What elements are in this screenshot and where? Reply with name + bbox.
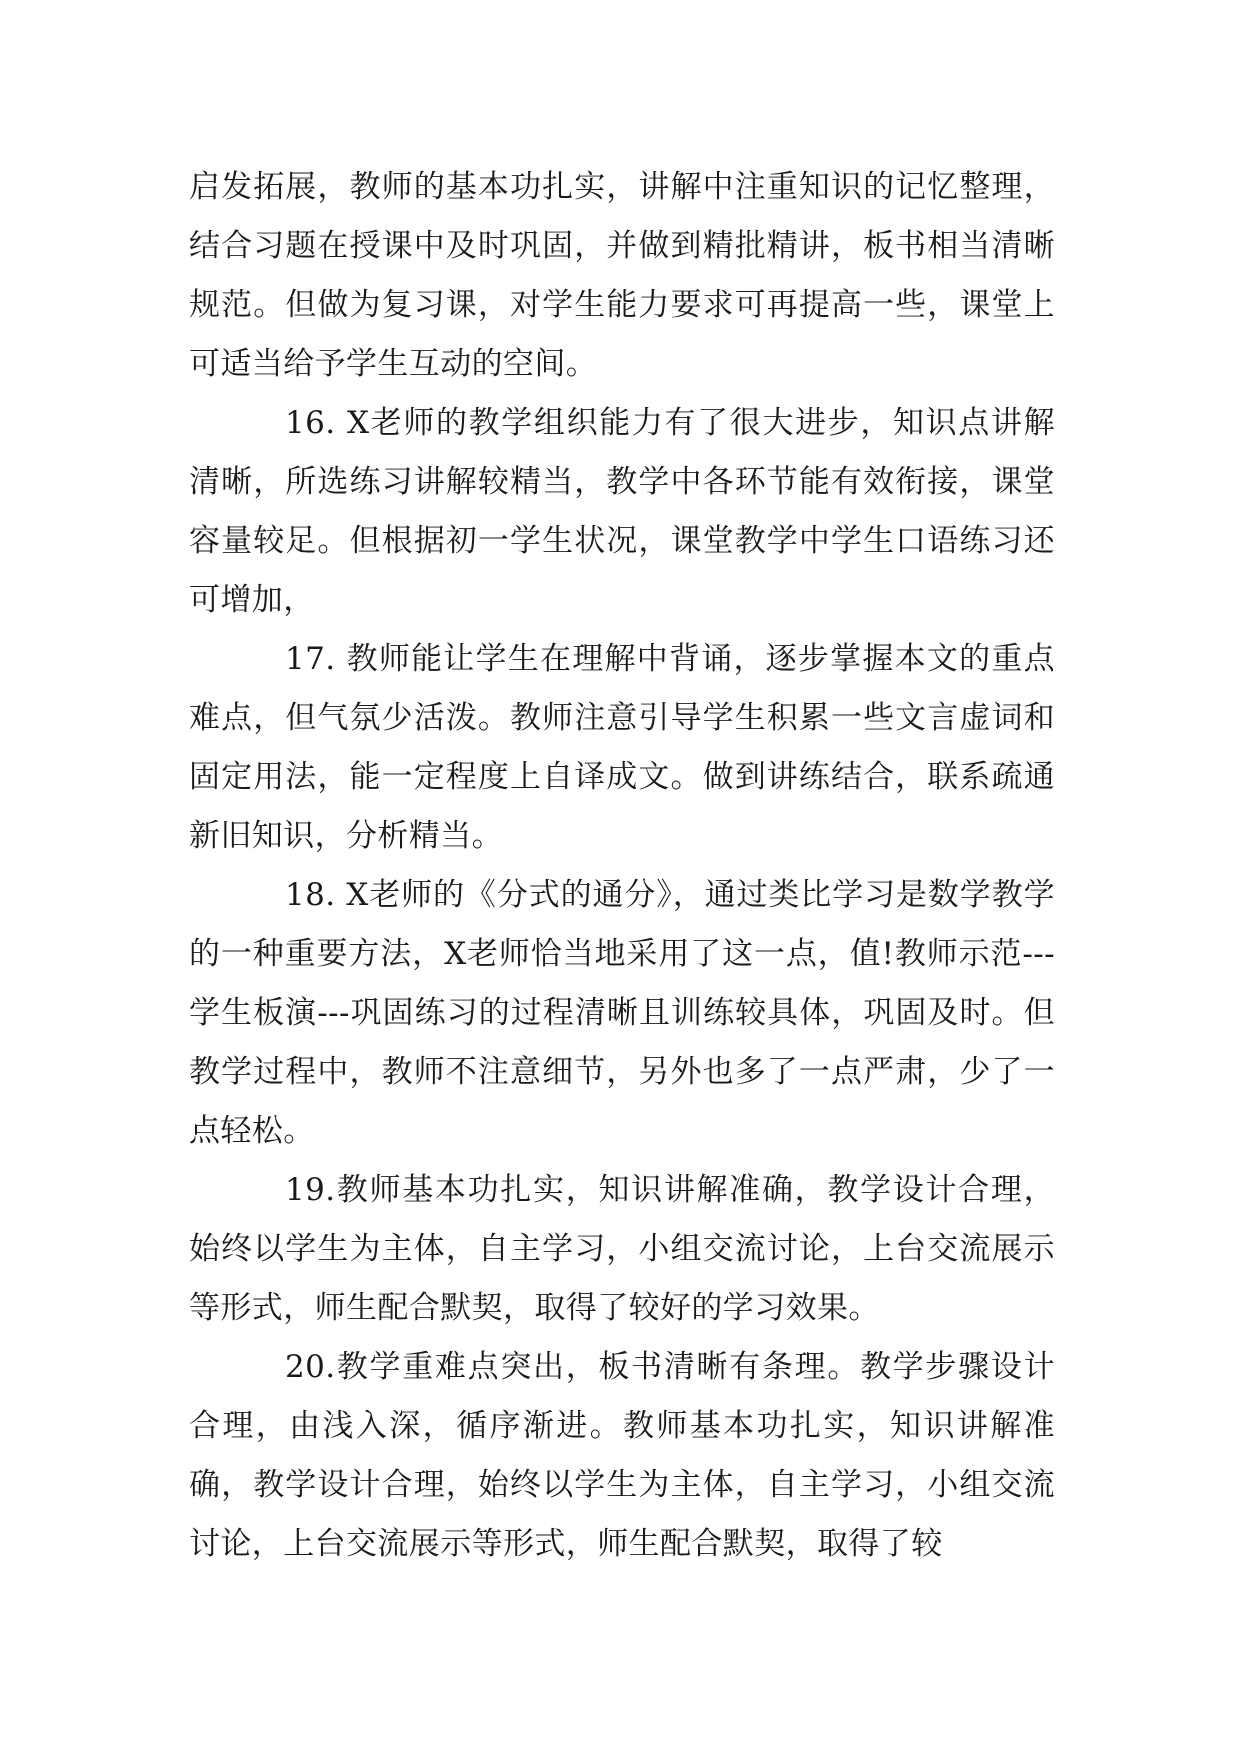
paragraph-16: 16. X老师的教学组织能力有了很大进步，知识点讲解清晰，所选练习讲解较精当，教学中各环节能有效衔接，课堂容量较足。但根据初一学生状况，课堂教学中学生口语练习还可增加， — [189, 405, 1055, 618]
paragraph-20: 20.教学重难点突出，板书清晰有条理。教学步骤设计合理，由浅入深，循序渐进。教师基本功扎实，知识讲解准确，教学设计合理，始终以学生为主体，自主学习，小组交流讨论，上台交流展示等形式，师生配合默契，取得了较 — [189, 1349, 1055, 1562]
document-body — [189, 158, 1055, 1574]
paragraph-continued: 启发拓展，教师的基本功扎实，讲解中注重知识的记忆整理，结合习题在授课中及时巩固，并做到精批精讲，板书相当清晰规范。但做为复习课，对学生能力要求可再提高一些，课堂上可适当给予学生互动的空间。 — [189, 169, 1055, 382]
paragraph-18: 18. X老师的《分式的通分》，通过类比学习是数学教学的一种重要方法，X老师恰当地采用了这一点，值!教师示范---学生板演---巩固练习的过程清晰且训练较具体，巩固及时。但教学过程中，教师不注意细节，另外也多了一点严肃，少了一点轻松。 — [189, 877, 1055, 1149]
paragraph-17: 17. 教师能让学生在理解中背诵，逐步掌握本文的重点难点，但气氛少活泼。教师注意引导学生积累一些文言虚词和固定用法，能一定程度上自译成文。做到讲练结合，联系疏通新旧知识，分析精当。 — [189, 641, 1055, 854]
paragraph-19: 19.教师基本功扎实，知识讲解准确，教学设计合理，始终以学生为主体，自主学习，小组交流讨论，上台交流展示等形式，师生配合默契，取得了较好的学习效果。 — [189, 1172, 1055, 1326]
